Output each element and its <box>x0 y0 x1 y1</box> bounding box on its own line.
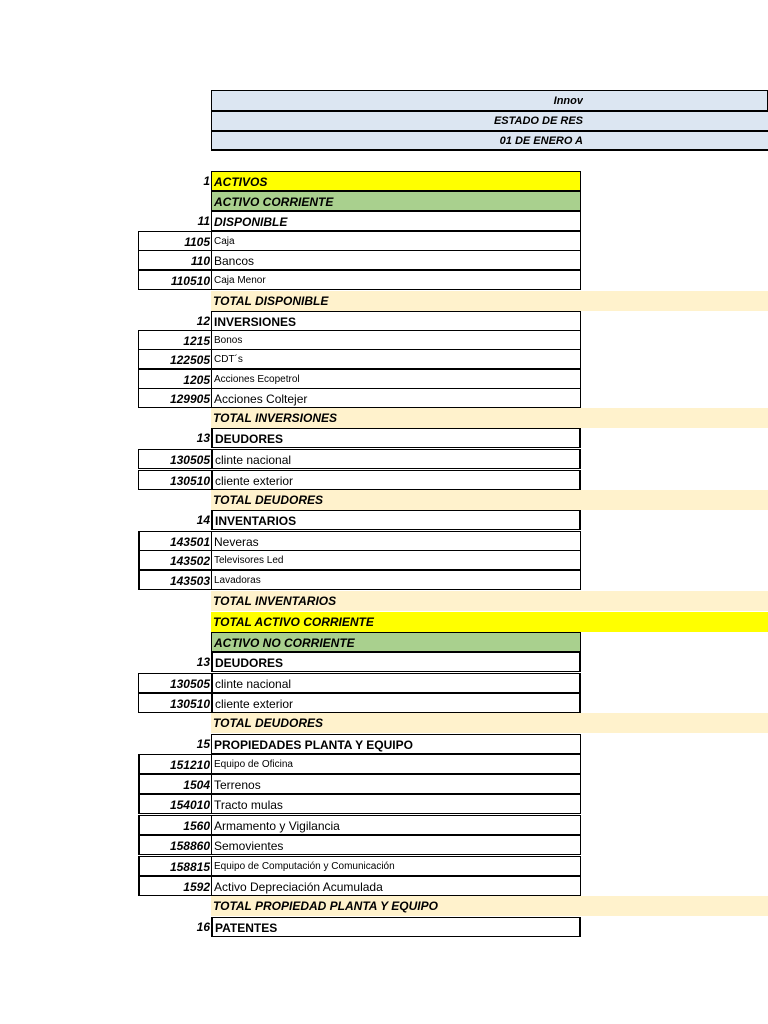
table-row <box>0 311 768 331</box>
table-row <box>0 211 768 231</box>
account-code: 1105 <box>138 231 211 251</box>
table-row <box>0 428 768 448</box>
table-row <box>0 250 768 270</box>
account-code: 130510 <box>138 693 211 713</box>
account-label: TOTAL PROPIEDAD PLANTA Y EQUIPO <box>211 896 768 916</box>
table-row <box>0 835 768 855</box>
account-code <box>138 612 211 632</box>
table-row <box>0 291 768 311</box>
table-row <box>0 550 768 570</box>
report-header-line-2 <box>211 110 768 130</box>
account-code: 12 <box>196 314 210 328</box>
account-code: 13 <box>196 655 210 669</box>
report-header-line-1 <box>211 90 768 110</box>
account-label: Tracto mulas <box>211 794 581 814</box>
table-row <box>0 510 768 530</box>
account-label: TOTAL INVENTARIOS <box>211 591 768 611</box>
table-row <box>0 673 768 693</box>
account-label: TOTAL DEUDORES <box>211 713 768 733</box>
company-name: Innov <box>553 94 583 107</box>
account-label: TOTAL DISPONIBLE <box>211 291 768 311</box>
table-row <box>0 270 768 290</box>
account-code: 143502 <box>138 550 211 570</box>
table-row <box>0 815 768 835</box>
account-code: 1205 <box>138 369 211 389</box>
account-code: 130510 <box>138 470 211 490</box>
table-row <box>0 693 768 713</box>
account-label: Lavadoras <box>211 570 581 590</box>
report-header-line-3 <box>211 130 768 151</box>
account-label: ACTIVOS <box>211 171 581 191</box>
account-code <box>138 191 211 211</box>
account-code: 11 <box>197 214 210 228</box>
account-label: ACTIVO NO CORRIENTE <box>211 632 581 652</box>
account-label: DISPONIBLE <box>211 211 581 231</box>
account-code: 1504 <box>138 774 211 794</box>
account-label: Terrenos <box>211 774 581 794</box>
account-label: TOTAL INVERSIONES <box>211 408 768 428</box>
account-label: Semovientes <box>211 835 581 855</box>
table-row <box>0 896 768 916</box>
account-code <box>138 291 211 311</box>
account-label: PATENTES <box>211 917 581 937</box>
account-code: 154010 <box>138 794 211 814</box>
account-label: DEUDORES <box>211 652 581 672</box>
account-code: 16 <box>196 920 210 934</box>
account-code <box>138 713 211 733</box>
table-row <box>0 531 768 551</box>
table-row <box>0 856 768 876</box>
account-label: PROPIEDADES PLANTA Y EQUIPO <box>211 734 581 754</box>
account-label: DEUDORES <box>211 428 581 448</box>
account-code: 13 <box>196 431 210 445</box>
account-label: Televisores Led <box>211 550 581 570</box>
account-code: 158860 <box>138 835 211 855</box>
table-row <box>0 408 768 428</box>
account-label: clinte nacional <box>211 449 581 469</box>
account-code: 130505 <box>138 673 211 693</box>
account-label: cliente exterior <box>211 693 581 713</box>
account-code <box>138 896 211 916</box>
table-row <box>0 171 768 191</box>
account-label: Caja Menor <box>211 270 581 290</box>
account-code: 1560 <box>138 815 211 835</box>
account-label: ACTIVO CORRIENTE <box>211 191 581 211</box>
table-row <box>0 713 768 733</box>
table-row <box>0 349 768 369</box>
table-row <box>0 191 768 211</box>
table-row <box>0 369 768 389</box>
account-label: Caja <box>211 231 581 251</box>
table-row <box>0 449 768 469</box>
account-label: Equipo de Computación y Comunicación <box>211 856 581 876</box>
account-code: 129905 <box>138 388 211 408</box>
account-label: TOTAL ACTIVO CORRIENTE <box>211 612 768 632</box>
statement-title: ESTADO DE RES <box>493 115 583 127</box>
account-code: 1 <box>203 174 210 188</box>
table-row <box>0 612 768 632</box>
account-label: Bancos <box>211 250 581 270</box>
account-code: 110 <box>138 250 211 270</box>
account-label: Activo Depreciación Acumulada <box>211 876 581 896</box>
account-code <box>138 591 211 611</box>
table-row <box>0 330 768 350</box>
account-label: Neveras <box>211 531 581 551</box>
account-label: Acciones Ecopetrol <box>211 369 581 389</box>
account-label: Equipo de Oficina <box>211 754 581 774</box>
account-code: 1215 <box>138 330 211 350</box>
table-row <box>0 632 768 652</box>
table-row <box>0 754 768 774</box>
table-row <box>0 774 768 794</box>
statement-period: 01 DE ENERO A <box>499 134 583 147</box>
account-label: Armamento y Vigilancia <box>211 815 581 835</box>
table-row <box>0 734 768 754</box>
table-row <box>0 570 768 590</box>
account-label: cliente exterior <box>211 470 581 490</box>
table-row <box>0 876 768 896</box>
account-code: 14 <box>196 513 210 527</box>
table-row <box>0 794 768 814</box>
table-row <box>0 490 768 510</box>
account-code: 1592 <box>138 876 211 896</box>
account-label: Bonos <box>211 330 581 350</box>
account-label: INVERSIONES <box>211 311 581 331</box>
table-row <box>0 917 768 937</box>
account-code: 15 <box>196 737 210 751</box>
account-code <box>138 632 211 652</box>
account-label: CDT´s <box>211 349 581 369</box>
account-label: Acciones Coltejer <box>211 388 581 408</box>
account-label: INVENTARIOS <box>211 510 581 530</box>
table-row <box>0 231 768 251</box>
account-code: 151210 <box>138 754 211 774</box>
account-code <box>138 408 211 428</box>
account-code: 143501 <box>138 531 211 551</box>
account-code: 122505 <box>138 349 211 369</box>
account-code: 143503 <box>138 570 211 590</box>
table-row <box>0 470 768 490</box>
account-code: 130505 <box>138 449 211 469</box>
table-row <box>0 591 768 611</box>
account-code: 110510 <box>138 270 211 290</box>
account-label: TOTAL DEUDORES <box>211 490 768 510</box>
account-code <box>138 490 211 510</box>
account-label: clinte nacional <box>211 673 581 693</box>
account-code: 158815 <box>138 856 211 876</box>
table-row <box>0 388 768 408</box>
table-row <box>0 652 768 672</box>
